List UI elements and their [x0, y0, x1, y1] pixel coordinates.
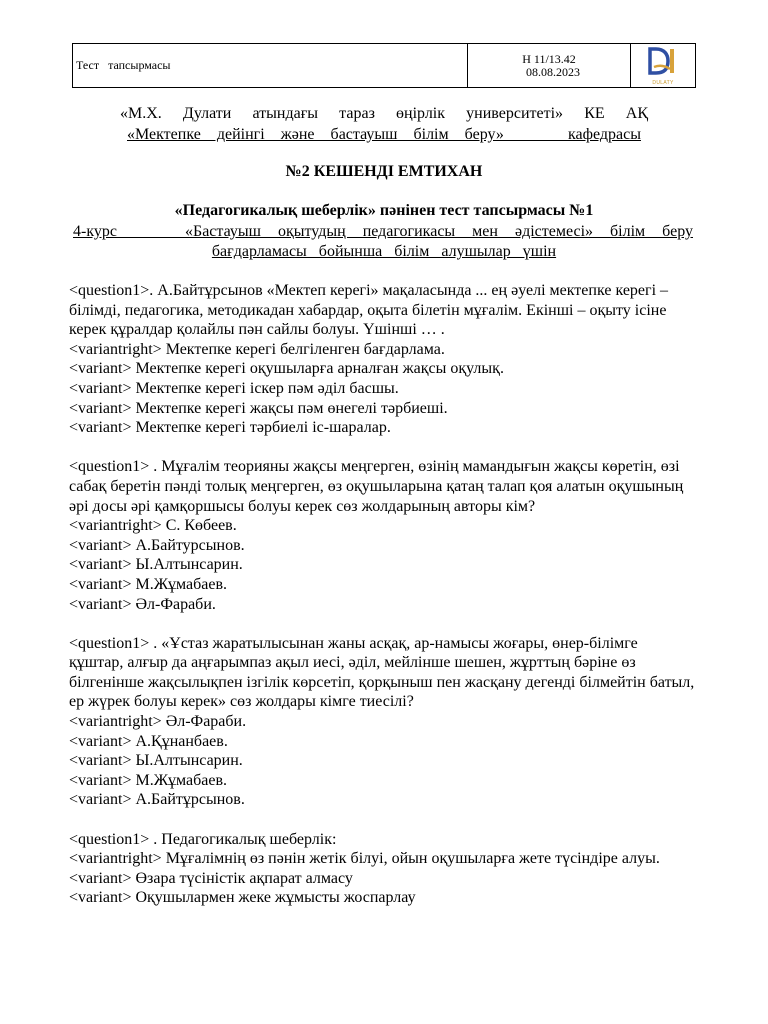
question-block [69, 281, 695, 438]
variant: <variant> Ы.Алтынсарин. [69, 556, 243, 574]
department-name: «Мектепке дейінгі және бастауыш білім беру» кафедрасы [127, 126, 641, 143]
question-text: <question1> . Мұғалім теорияны жақсы меңгерген, өзінің мамандығын жақсы көретін, өзі сабақ беретін пәнді толық меңгерген, өз оқушыларына қатаң талап қоя алатын оқушының әрі досы әрі қамқоршысы болуы керек сөз жолдарының авторы кім? [69, 458, 684, 515]
header-title-text: Тест тапсырмасы [76, 58, 171, 72]
variant: <variant> Мектепке керегі іскер пәм әділ басшы. [69, 379, 399, 397]
variant-right: <variantright> С. Көбеев. [69, 517, 237, 535]
course-line-1: 4-курс «Бастауыш оқытудың педагогикасы мен әдістемесі» білім беру [73, 223, 693, 240]
dulaty-logo [646, 45, 680, 87]
subject-title: «Педагогикалық шеберлік» пәнінен тест тапсырмасы №1 [174, 202, 594, 219]
header-title [73, 44, 468, 87]
variant-right: <variantright> Әл-Фараби. [69, 713, 247, 731]
variant: <variant> Ы.Алтынсарин. [69, 752, 243, 770]
question-text: <question1> . Педагогикалық шеберлік: [69, 830, 337, 848]
dulaty-logo-icon [646, 45, 680, 79]
variant: <variant> Оқушылармен жеке жұмысты жоспарлау [69, 889, 416, 907]
variant: <variant> Мектепке керегі оқушыларға арналған жақсы оқулық. [69, 360, 504, 378]
variant: <variant> А.Байтурсынов. [69, 536, 245, 554]
variant: <variant> Өзара түсіністік ақпарат алмасу [69, 869, 353, 887]
variant: <variant> Мектепке керегі тәрбиелі іс-шаралар. [69, 419, 391, 437]
university-name: «М.Х. Дулати атындағы тараз өңірлік университеті» КЕ АҚ [120, 105, 648, 122]
question-text: <question1>. А.Байтұрсынов «Мектеп керегі» мақаласында ... ең әуелі мектепке керегі – білімді, педагогика, методикадан хабардар, оқыта білетін мұғалім. Екінші – оқыту ісіне керек құралдар қолайлы пән сайлы болуы. Үшінші … . [69, 282, 669, 339]
question-block [69, 830, 695, 908]
variant: <variant> Әл-Фараби. [69, 595, 216, 613]
variant: <variant> А.Байтұрсынов. [69, 791, 245, 809]
question-block [69, 634, 695, 810]
course-line-2: бағдарламасы бойынша білім алушылар үшін [211, 243, 557, 260]
variant: <variant> М.Жұмабаев. [69, 771, 228, 789]
question-text: <question1> . «Ұстаз жаратылысынан жаны асқақ, ар-намысы жоғары, өнер-білімге құштар, алғыр да аңғарымпаз ақыл иесі, әділ, мейлінше шешен, жұрттың бәріне өз білгенінше жақсылықпен ізгілік көрсетіп, қорқыныш пен жасқану дегенді білмейтін батыл, ер жүрек болуы керек» сөз жолдары кімге тиесілі? [69, 634, 695, 711]
questions-content [69, 281, 695, 928]
question-block [69, 457, 695, 614]
header-logo-cell [631, 44, 695, 87]
variant: <variant> Мектепке керегі жақсы пәм өнегелі тәрбиеші. [69, 399, 448, 417]
document-date: 08.08.2023 [526, 64, 580, 79]
exam-title: №2 КЕШЕНДІ ЕМТИХАН [285, 163, 483, 180]
header-table [72, 43, 696, 88]
variant-right: <variantright> Мұғалімнің өз пәнін жетік білуі, ойын оқушыларға жете түсіндіре алуы. [69, 850, 660, 868]
variant-right: <variantright> Мектепке керегі белгіленген бағдарлама. [69, 340, 445, 358]
document-code: Н 11/13.42 [522, 51, 576, 66]
variant: <variant> А.Құнанбаев. [69, 732, 228, 750]
header-code-cell [468, 44, 631, 87]
variant: <variant> М.Жұмабаев. [69, 575, 228, 593]
logo-caption: DULATY [652, 79, 674, 86]
